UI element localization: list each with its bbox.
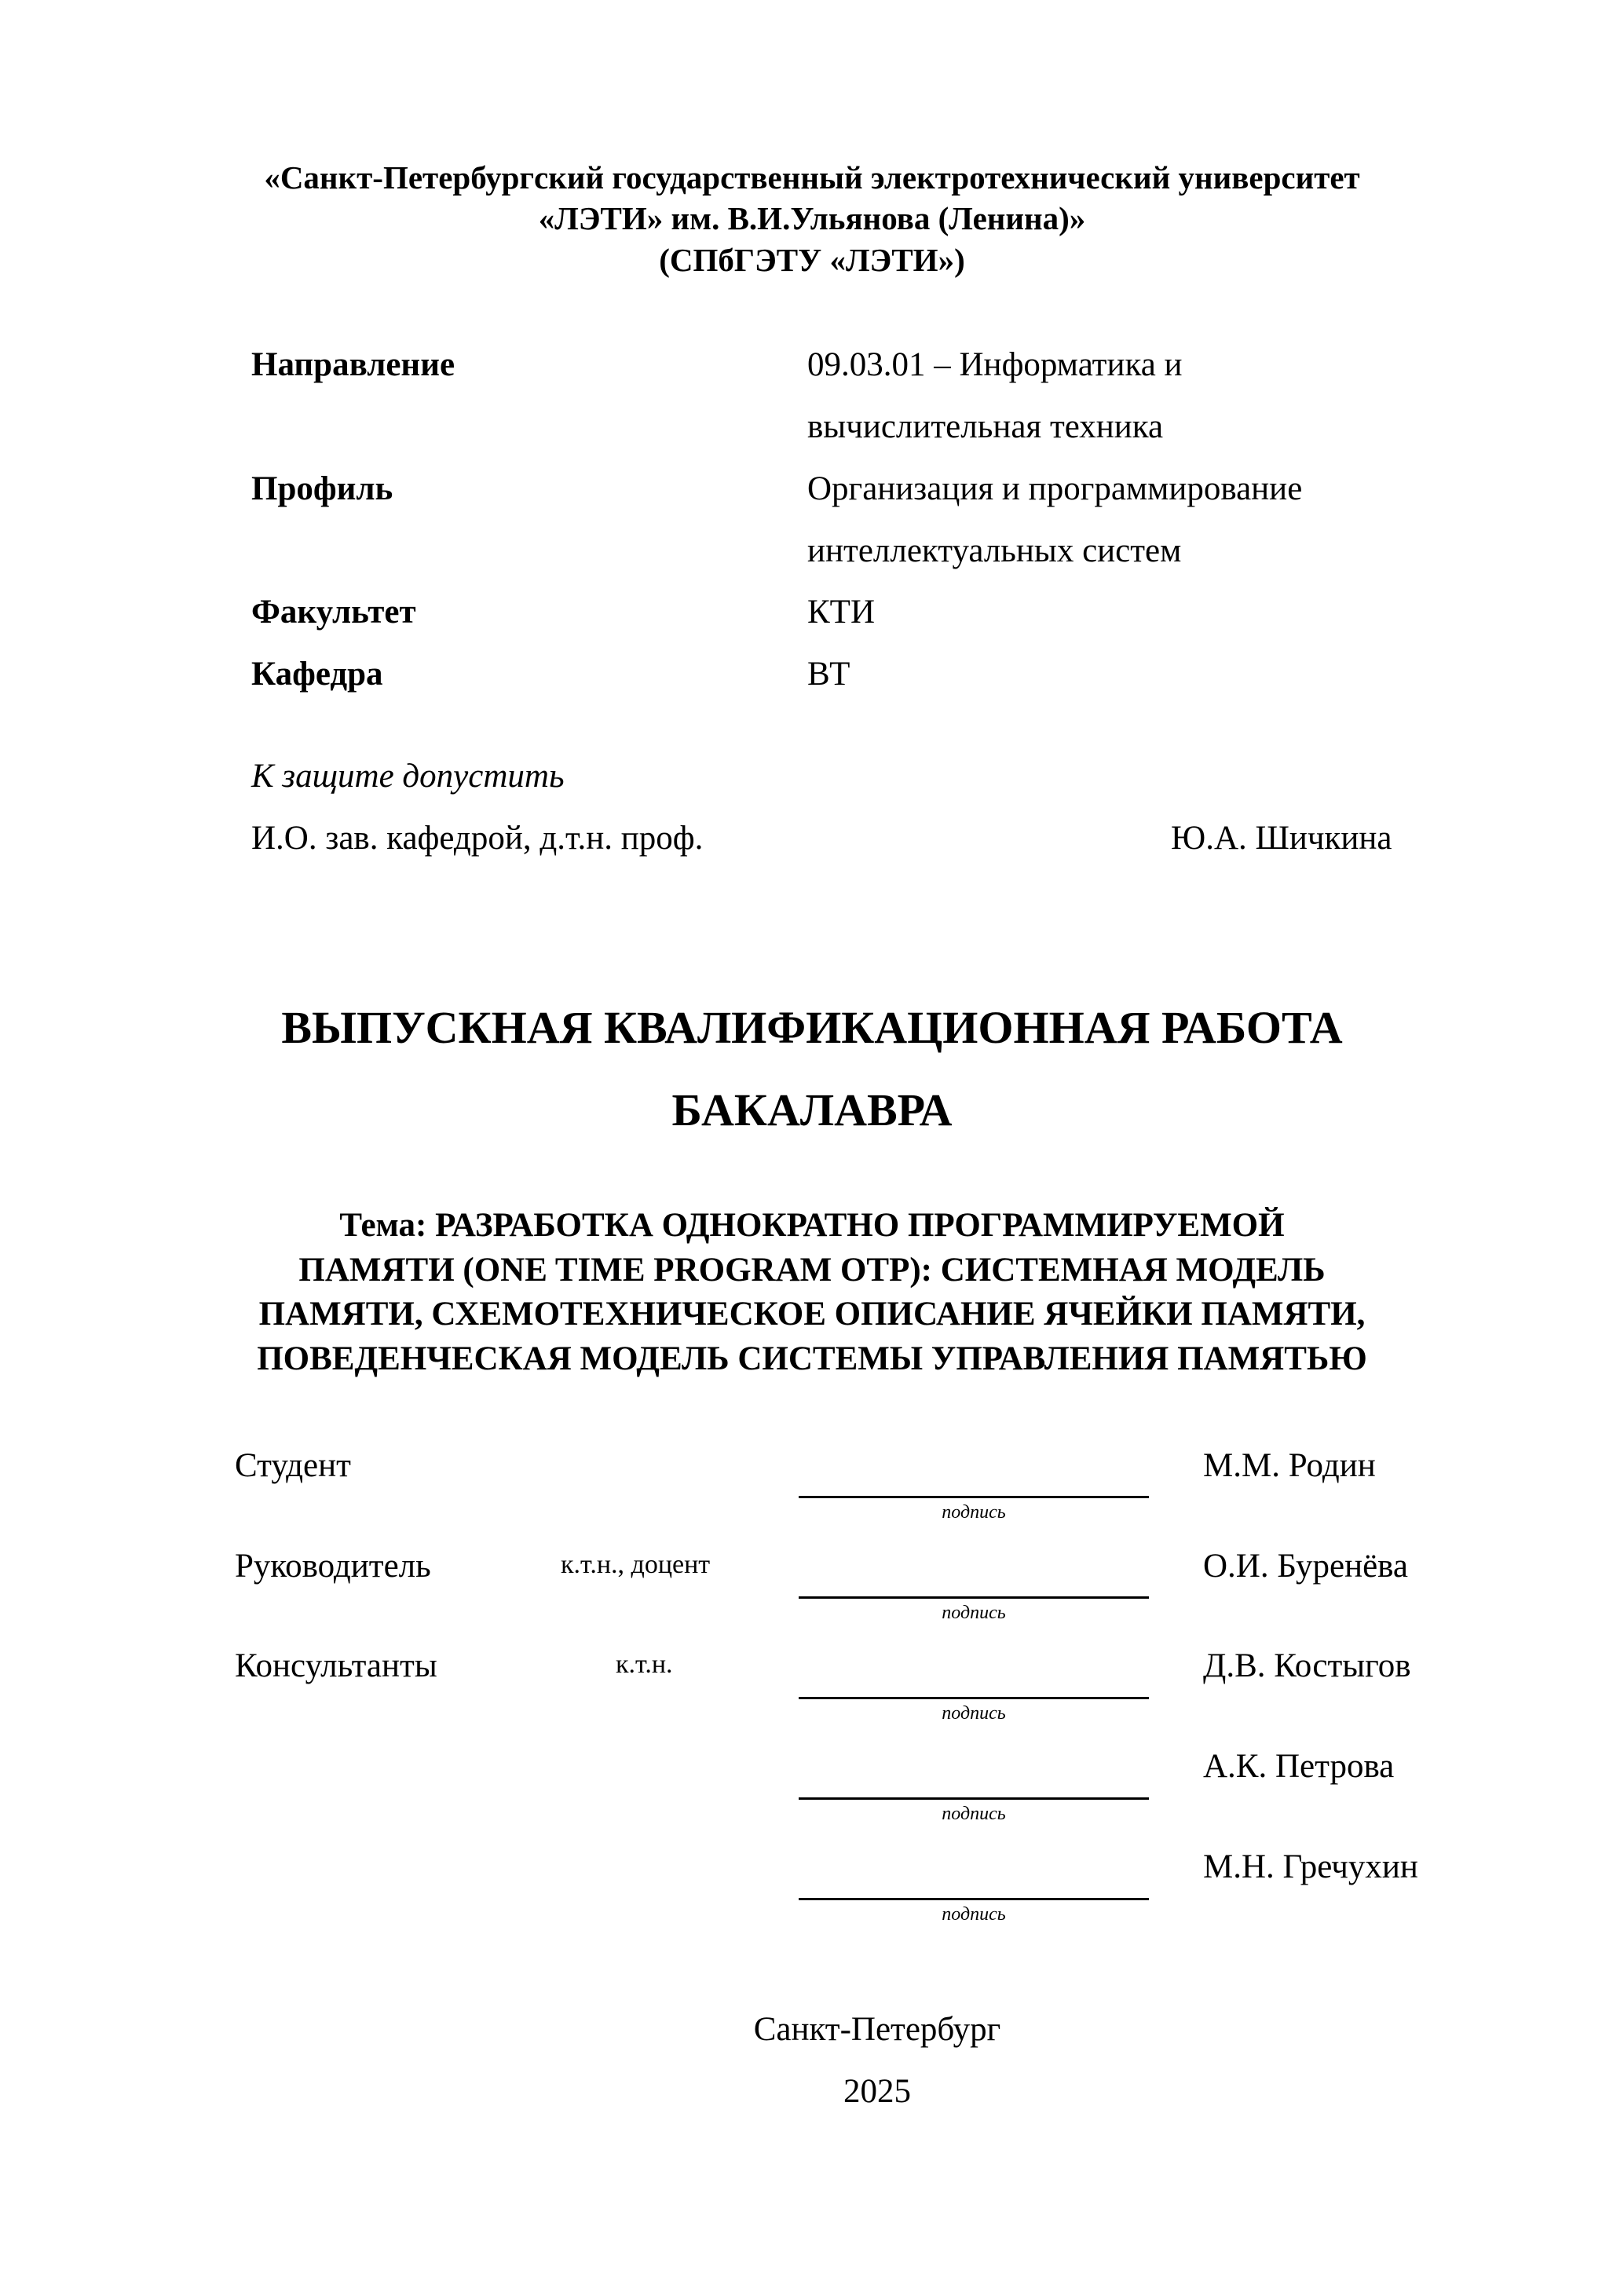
approval-caption: К защите допустить (251, 758, 565, 795)
signature-line (799, 1596, 1149, 1599)
faculty-value: КТИ (807, 594, 875, 631)
name-consultant-1: Д.В. Костыгов (1203, 1647, 1411, 1684)
topic-line4: ПОВЕДЕНЧЕСКАЯ МОДЕЛЬ СИСТЕМЫ УПРАВЛЕНИЯ ПАМЯТЬЮ (257, 1340, 1367, 1377)
role-consultants: Консультанты (235, 1647, 437, 1684)
university-name-line2: «ЛЭТИ» им. В.И.Ульянова (Ленина)» (538, 200, 1086, 236)
degree-consultant: к.т.н. (616, 1650, 673, 1679)
year: 2025 (843, 2073, 911, 2110)
topic-line3: ПАМЯТИ, СХЕМОТЕХНИЧЕСКОЕ ОПИСАНИЕ ЯЧЕЙКИ ПАМЯТИ, (258, 1296, 1366, 1333)
signature-caption: подпись (942, 1502, 1006, 1523)
city: Санкт-Петербург (753, 2011, 1001, 2048)
topic-line2: ПАМЯТИ (ONE TIME PROGRAM OTP): СИСТЕМНАЯ МОДЕЛЬ (298, 1252, 1326, 1289)
signature-line (799, 1697, 1149, 1699)
role-supervisor: Руководитель (235, 1548, 431, 1585)
role-student: Студент (235, 1447, 351, 1484)
topic-line1: Тема: РАЗРАБОТКА ОДНОКРАТНО ПРОГРАММИРУЕМОЙ (339, 1207, 1285, 1244)
signature-caption: подпись (942, 1904, 1006, 1925)
profile-value-line2: интеллектуальных систем (807, 532, 1182, 569)
signature-line (799, 1898, 1149, 1900)
approval-position: И.О. зав. кафедрой, д.т.н. проф. (251, 820, 704, 857)
signature-caption: подпись (942, 1804, 1006, 1824)
degree-supervisor: к.т.н., доцент (561, 1550, 711, 1579)
signature-line (799, 1797, 1149, 1800)
title-line2: БАКАЛАВРА (671, 1084, 953, 1135)
signature-caption: подпись (942, 1603, 1006, 1623)
profile-label: Профиль (251, 470, 393, 507)
signature-line (799, 1496, 1149, 1498)
department-label: Кафедра (251, 656, 383, 693)
name-consultant-3: М.Н. Гречухин (1203, 1848, 1418, 1885)
name-student: М.М. Родин (1203, 1447, 1376, 1484)
department-value: ВТ (807, 656, 850, 693)
university-name-line1: «Санкт-Петербургский государственный электротехнический университет (264, 159, 1360, 196)
name-supervisor: О.И. Буренёва (1203, 1548, 1408, 1585)
approval-name: Ю.А. Шичкина (1171, 820, 1392, 857)
faculty-label: Факультет (251, 594, 416, 631)
direction-value-line1: 09.03.01 – Информатика и (807, 346, 1183, 383)
signature-caption: подпись (942, 1703, 1006, 1724)
direction-label: Направление (251, 346, 455, 383)
name-consultant-2: А.К. Петрова (1203, 1748, 1395, 1785)
title-line1: ВЫПУСКНАЯ КВАЛИФИКАЦИОННАЯ РАБОТА (281, 1002, 1343, 1053)
direction-value-line2: вычислительная техника (807, 408, 1164, 445)
university-abbr: (СПбГЭТУ «ЛЭТИ») (659, 242, 965, 278)
profile-value-line1: Организация и программирование (807, 470, 1303, 507)
